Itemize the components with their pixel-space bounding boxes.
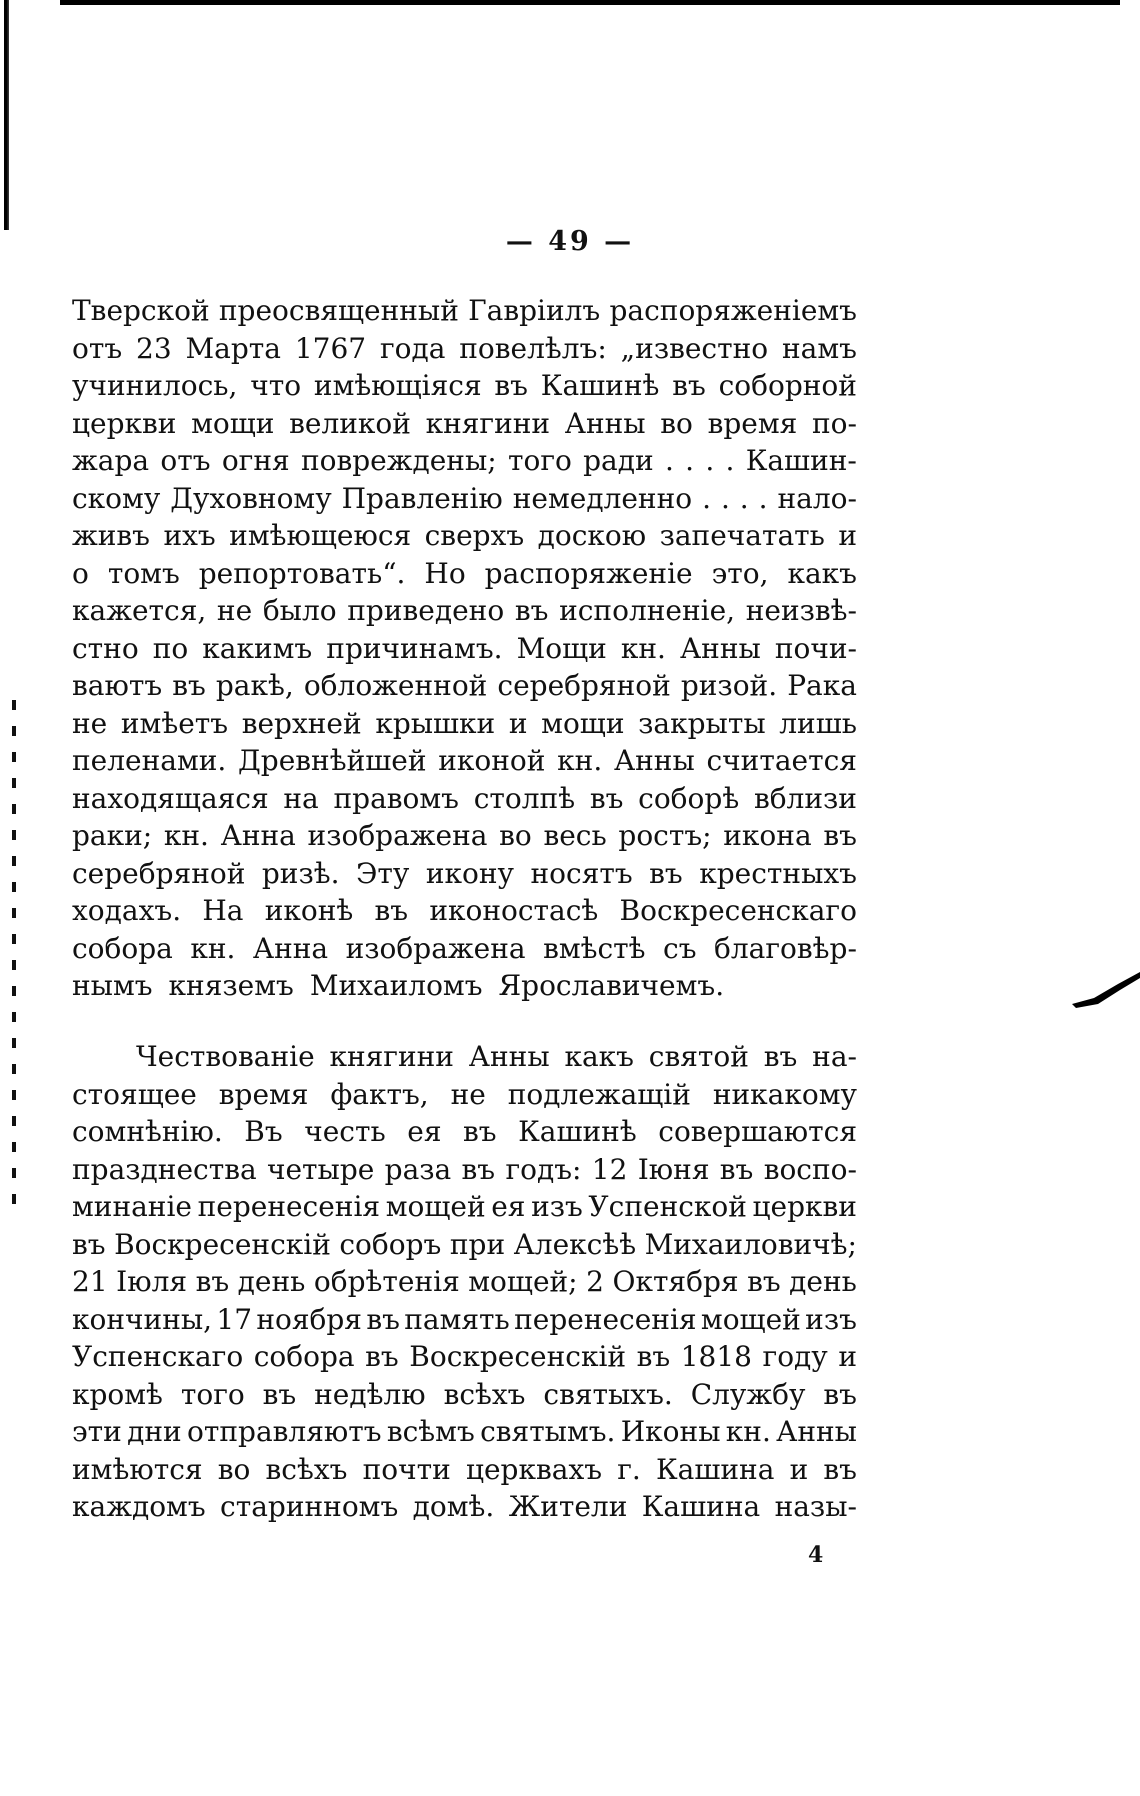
word: Воскресенскаго — [619, 894, 857, 927]
word: въ — [494, 369, 528, 402]
word: въ — [763, 1040, 798, 1073]
text-line — [72, 1338, 857, 1376]
text-line — [72, 1188, 857, 1226]
word: церкви — [752, 1190, 857, 1223]
text-line — [72, 1488, 857, 1526]
word: почи- — [774, 631, 857, 665]
word: 12 — [591, 1152, 628, 1186]
word: Древнѣйшей — [238, 744, 427, 777]
word: 1767 — [294, 331, 367, 365]
text-line — [72, 855, 857, 893]
word: находящаяся — [72, 781, 269, 815]
word: ихъ — [163, 519, 216, 552]
word: ходахъ. — [72, 894, 182, 927]
word: Но — [424, 556, 466, 590]
word: по- — [811, 406, 857, 440]
word: во — [217, 1452, 251, 1486]
word: кажется, — [72, 594, 207, 627]
word: всѣхъ — [265, 1452, 348, 1486]
word: стно — [72, 631, 139, 665]
word: ея — [407, 1115, 442, 1148]
word: Октября — [612, 1265, 739, 1298]
word: подлежащій — [507, 1077, 691, 1111]
word: кн. — [163, 819, 209, 852]
word: въ — [172, 669, 206, 702]
word: церквахъ — [465, 1452, 603, 1486]
word: въ — [514, 594, 549, 627]
word: считается — [706, 744, 857, 777]
word: причинамъ. — [326, 631, 503, 665]
word: носятъ — [530, 856, 633, 890]
word: лишь — [779, 706, 857, 740]
word: репортовать“. — [198, 556, 406, 590]
word: соборной — [718, 369, 857, 402]
word: изображена — [307, 819, 488, 852]
word: Правленію — [341, 481, 503, 515]
word: дни — [127, 1415, 182, 1448]
scan-ink-mark — [1072, 970, 1140, 1010]
word: честь — [304, 1115, 386, 1148]
word: Успенской — [588, 1190, 747, 1223]
text-line — [72, 517, 857, 555]
scan-edge-left — [4, 0, 13, 230]
word: въ — [262, 1377, 297, 1411]
word: 2 — [586, 1265, 604, 1298]
word: церкви — [72, 406, 177, 440]
word: Службу — [690, 1377, 806, 1411]
word: сверхъ — [424, 519, 525, 552]
text-line — [72, 1413, 857, 1451]
word: перенесенія — [197, 1190, 381, 1223]
text-line — [72, 930, 857, 968]
word: изъ — [805, 1302, 857, 1336]
word: Успенскаго — [72, 1340, 244, 1373]
word: раза — [384, 1152, 452, 1186]
word: празднества — [72, 1152, 257, 1186]
word: . — [705, 444, 715, 477]
word: . — [725, 444, 735, 477]
word: никакому — [712, 1077, 857, 1111]
word: . — [739, 481, 749, 515]
word: преосвященный — [218, 294, 459, 327]
word: Іюня — [637, 1152, 710, 1186]
text-line — [72, 1263, 857, 1301]
word: въ — [72, 1227, 106, 1261]
word: въ — [823, 1377, 857, 1411]
word: мощи — [541, 706, 625, 740]
word: живъ — [72, 519, 150, 552]
word: въ — [461, 1152, 496, 1186]
word: кромѣ — [72, 1377, 163, 1411]
word: о — [72, 556, 89, 590]
word: обложенной — [303, 669, 488, 702]
word: было — [262, 594, 337, 627]
word: Мощи — [516, 631, 607, 665]
word: исполненіе, — [559, 594, 736, 627]
word: Анны — [468, 1040, 550, 1073]
word: и — [508, 706, 528, 740]
word: Гавріилъ — [468, 294, 601, 327]
word: какъ — [787, 556, 857, 590]
word: Анна — [220, 819, 296, 852]
word: память — [404, 1302, 510, 1336]
word: распоряженіемъ — [609, 294, 857, 327]
word: отъ — [160, 444, 211, 477]
word: Воскресенскій — [114, 1227, 331, 1261]
word: почти — [362, 1452, 451, 1486]
word: неизвѣ- — [745, 594, 857, 627]
word: ризой. — [680, 669, 778, 702]
word: Анны — [613, 744, 695, 777]
word: старинномъ — [220, 1490, 399, 1523]
word: крестныхъ — [699, 856, 857, 890]
word: и — [838, 1340, 857, 1373]
word: нало- — [777, 481, 857, 515]
word: собора — [72, 931, 173, 965]
word: собора — [253, 1340, 355, 1373]
word: минаніе — [72, 1190, 192, 1223]
text-line — [72, 1113, 857, 1151]
word: Кашина — [655, 1452, 775, 1486]
word: ракѣ, — [215, 669, 294, 702]
word: святымъ. — [480, 1415, 616, 1448]
word: сомнѣнію. — [72, 1115, 223, 1148]
word: кн. — [190, 931, 236, 965]
word: Михаиловичѣ; — [644, 1227, 857, 1261]
word: въ — [823, 1452, 857, 1486]
word: . — [685, 444, 695, 477]
word: не — [72, 706, 108, 740]
word: какъ — [564, 1040, 634, 1073]
word: Рака — [787, 669, 857, 702]
text-line — [72, 1301, 857, 1339]
word: изображена — [345, 931, 526, 965]
text-line — [72, 630, 857, 668]
word: въ — [463, 1115, 497, 1148]
word: имѣются — [72, 1452, 203, 1486]
word: кн. — [620, 631, 666, 665]
word: обрѣтенія — [313, 1265, 460, 1298]
word: назы- — [774, 1490, 857, 1523]
word: нымъ — [72, 969, 153, 1002]
word: кн. — [557, 744, 603, 777]
word: . — [758, 481, 768, 515]
word: скому — [72, 481, 161, 515]
word: закрыты — [638, 706, 766, 740]
word: Анны — [679, 631, 761, 665]
word: Чествованіе — [136, 1040, 315, 1073]
text-line — [72, 780, 857, 818]
word: мощей — [700, 1302, 801, 1336]
word: Кашинѣ — [518, 1115, 637, 1148]
word: отъ — [72, 331, 123, 365]
word: иконостасѣ — [429, 894, 599, 927]
word: время — [707, 406, 798, 440]
text-line — [72, 480, 857, 518]
word: въ — [823, 819, 857, 852]
word: верхней — [241, 706, 362, 740]
word: Анны — [564, 406, 646, 440]
word: время — [218, 1077, 309, 1111]
word: святыхъ. — [543, 1377, 673, 1411]
text-line — [72, 592, 857, 630]
word: повелѣлъ: — [459, 331, 607, 365]
word: не — [450, 1077, 486, 1111]
word: ваютъ — [72, 669, 163, 702]
word: Анны — [776, 1415, 857, 1448]
text-line — [72, 555, 857, 593]
word: совершаются — [658, 1115, 857, 1148]
word: ноября — [256, 1302, 362, 1336]
text-line — [72, 1226, 857, 1264]
text-line — [72, 892, 857, 930]
word: учинилось, — [72, 369, 238, 402]
word: изъ — [531, 1190, 583, 1223]
text-line — [72, 367, 857, 405]
word: Тверской — [72, 294, 210, 327]
word: кн. — [725, 1415, 771, 1448]
word: не — [216, 594, 253, 627]
word: Духовному — [170, 481, 332, 515]
text-line — [72, 442, 857, 480]
word: четыре — [266, 1152, 375, 1186]
word: иконѣ — [264, 894, 354, 927]
word: икону — [425, 856, 515, 890]
text-line — [72, 1076, 857, 1114]
word: 21 — [72, 1265, 108, 1298]
word: Въ — [244, 1115, 283, 1148]
word: въ — [747, 1265, 781, 1298]
text-line — [72, 1151, 857, 1189]
word: что — [250, 369, 302, 402]
word: при — [449, 1227, 506, 1261]
word: въ — [195, 1265, 230, 1298]
word: какимъ — [202, 631, 313, 665]
word: въ — [636, 1340, 671, 1373]
word: икона — [723, 819, 812, 852]
text-line — [72, 967, 857, 1005]
word: „известно — [620, 331, 769, 365]
word: томъ — [107, 556, 180, 590]
word: имѣющіяся — [313, 369, 482, 402]
word: . — [720, 481, 730, 515]
text-line — [72, 742, 857, 780]
page-number: — 49 — — [505, 226, 635, 257]
text-line — [72, 330, 857, 368]
word: фактъ, — [330, 1077, 429, 1111]
word: воспо- — [763, 1152, 857, 1186]
word: иконой — [438, 744, 546, 777]
word: кончины, — [72, 1302, 213, 1336]
word: весь — [543, 819, 607, 852]
word: годъ: — [505, 1152, 582, 1186]
word: княгини — [329, 1040, 454, 1073]
word: Ярославичемъ. — [498, 969, 725, 1002]
word: въ — [589, 781, 624, 815]
scan-edge-top — [60, 0, 1120, 5]
word: немедленно — [512, 481, 693, 515]
word: . — [664, 444, 674, 477]
word: ея — [491, 1190, 526, 1223]
word: доскою — [537, 519, 647, 552]
word: по — [152, 631, 189, 665]
word: 1818 — [680, 1340, 752, 1373]
word: перенесенія — [514, 1302, 697, 1336]
word: стоящее — [72, 1077, 197, 1111]
word: имѣетъ — [120, 706, 229, 740]
word: Марта — [185, 331, 281, 365]
word: всѣхъ — [443, 1377, 526, 1411]
word: столпѣ — [473, 781, 576, 815]
word: ростъ; — [618, 819, 712, 852]
word: великой — [289, 406, 411, 440]
word: повреждены; — [300, 444, 497, 477]
word: Анна — [252, 931, 329, 965]
word: году — [762, 1340, 828, 1373]
word: пеленами. — [72, 744, 227, 777]
paragraph-1 — [72, 292, 857, 1005]
word: въ — [365, 1340, 399, 1373]
word: и — [789, 1452, 809, 1486]
text-line — [72, 1038, 857, 1076]
scan-binding-dots — [12, 700, 16, 1220]
word: соборѣ — [638, 781, 740, 815]
word: г. — [617, 1452, 641, 1486]
word: на — [283, 781, 319, 815]
word: и — [838, 519, 857, 552]
word: приведено — [347, 594, 505, 627]
word: раки; — [72, 819, 153, 852]
word: на- — [812, 1040, 857, 1073]
word: благовѣр- — [714, 931, 857, 965]
word: всѣмъ — [386, 1415, 475, 1448]
word: Алексѣѣ — [513, 1227, 637, 1261]
word: Михаиломъ — [309, 969, 483, 1002]
word: Кашинѣ — [540, 369, 660, 402]
text-line — [72, 705, 857, 743]
word: это, — [711, 556, 769, 590]
word: огня — [221, 444, 290, 477]
text-line — [72, 1451, 857, 1489]
word: каждомъ — [72, 1490, 206, 1523]
word: имѣющеюся — [229, 519, 412, 552]
word: во — [660, 406, 693, 440]
word: Эту — [356, 856, 410, 890]
word: отправляютъ — [187, 1415, 382, 1448]
word: правомъ — [333, 781, 459, 815]
word: во — [499, 819, 532, 852]
word: запечатать — [659, 519, 825, 552]
word: Жители — [508, 1490, 628, 1523]
word: день — [237, 1265, 306, 1298]
word: Иконы — [620, 1415, 721, 1448]
word: Воскресенскій — [409, 1340, 627, 1373]
word: въ — [672, 369, 706, 402]
word: въ — [719, 1152, 754, 1186]
word: года — [379, 331, 446, 365]
word: мощей — [385, 1190, 486, 1223]
word: Іюля — [116, 1265, 188, 1298]
word: вблизи — [753, 781, 857, 815]
text-line — [72, 817, 857, 855]
word: день — [789, 1265, 857, 1298]
word: того — [180, 1377, 245, 1411]
word: княгини — [425, 406, 551, 440]
word: эти — [72, 1415, 122, 1448]
word: недѣлю — [314, 1377, 426, 1411]
text-line — [72, 1376, 857, 1414]
word: крышки — [375, 706, 496, 740]
word: мощи — [191, 406, 275, 440]
word: вмѣстѣ — [543, 931, 646, 965]
text-line — [72, 292, 857, 330]
word: соборъ — [339, 1227, 442, 1261]
word: мощей; — [468, 1265, 578, 1298]
text-line — [72, 405, 857, 443]
signature-mark: 4 — [808, 1542, 824, 1568]
text-line — [72, 667, 857, 705]
word: съ — [663, 931, 697, 965]
word: намъ — [781, 331, 857, 365]
word: серебряной — [72, 856, 246, 890]
word: домѣ. — [412, 1490, 495, 1523]
word: святой — [648, 1040, 749, 1073]
word: въ — [649, 856, 683, 890]
word: 23 — [136, 331, 172, 365]
word: жара — [72, 444, 150, 477]
word: 17 — [216, 1302, 253, 1336]
word: Кашин- — [745, 444, 857, 477]
word: въ — [374, 894, 409, 927]
word: ризѣ. — [261, 856, 340, 890]
word: ради — [583, 444, 654, 477]
word: того — [507, 444, 572, 477]
paragraph-2 — [72, 1038, 857, 1526]
word: въ — [366, 1302, 400, 1336]
word: распоряженіе — [484, 556, 693, 590]
word: серебряной — [497, 669, 671, 702]
word: Кашина — [641, 1490, 761, 1523]
word: княземъ — [168, 969, 294, 1002]
word: На — [202, 894, 244, 927]
word: . — [702, 481, 711, 515]
